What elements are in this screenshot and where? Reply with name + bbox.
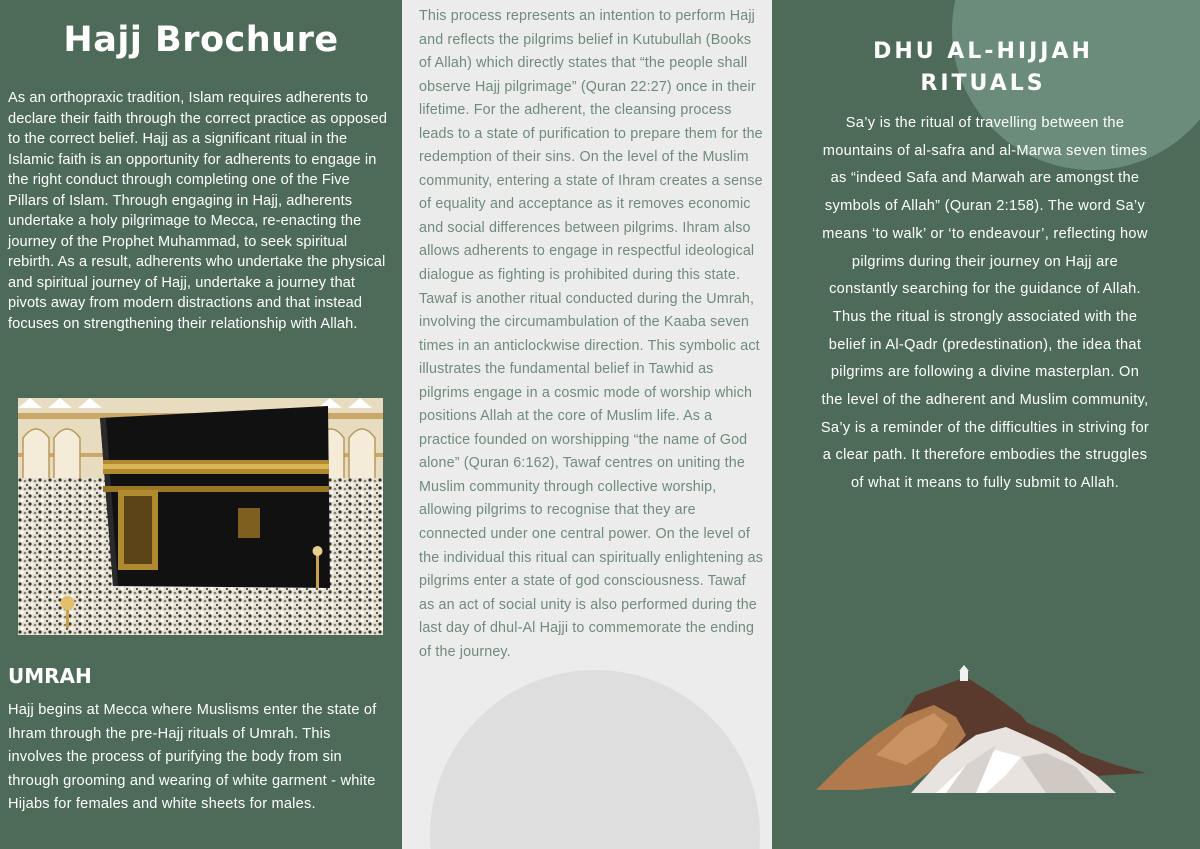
mountain-illustration	[816, 665, 1146, 795]
umrah-heading: UMRAH	[8, 664, 92, 688]
middle-panel	[402, 0, 772, 849]
decorative-circle	[430, 670, 760, 849]
rituals-heading: DHU AL-HIJJAH RITUALS	[873, 39, 1093, 96]
left-panel	[0, 0, 402, 849]
brochure-title: Hajj Brochure	[63, 20, 339, 60]
rituals-paragraph: Sa’y is the ritual of travelling between the mountains of al-safra and al-Marwa seven times as “indeed Safa and Marwah are amongst the symbols of Allah” (Quran 2:158). The word Sa’y means ‘to walk’ or ‘to endeavour’, reflecting how pilgrims during their journey on Hajj are constantly searching for the guidance of Allah. Thus the ritual is strongly associated with the belief in Al-Qadr (predestination), the idea that pilgrims are following a divine masterplan. On the level of the adherent and Muslim community, Sa’y is a reminder of the difficulties in striving for a clear path. It therefore embodies the struggles of what it means to fully submit to Allah.	[820, 115, 1150, 492]
mountain-icon	[816, 665, 1146, 795]
ritual-paragraph: This process represents an intention to perform Hajj and reflects the pilgrims belief in Kutubullah (Books of Allah) which directly states that “the people shall observe Hajj pilgrimage” (Quran 22:27) once in their lifetime. For the adherent, the cleansing process leads to a state of purification to prepare them for the redemption of their sins. On the level of the Muslim community, entering a state of Ihram creates a sense of equality and acceptance as it removes economic and social differences between pilgrims. Ihram also allows adherents to engage in respectful ideological dialogue as fighting is prohibited during this state. Tawaf is another ritual conducted during the Umrah, involving the circumambulation of the Kaaba seven times in an anticlockwise direction. This symbolic act illustrates the fundamental belief in Tawhid as pilgrims engage in a cosmic mode of worship which positions Allah at the core of Muslim life. As a practice founded on worshipping “the name of God alone” (Quran 6:162), Tawaf centres on uniting the Muslim community through collective worship, allowing pilgrims to recognise that they are connected under one central power. On the level of the individual this ritual can spiritually enlightening as pilgrims enter a state of god consciousness. Tawaf as an act of social unity is also performed during the last day of dhul-Al Hajji to commemorate the ending of the journey.	[419, 8, 764, 660]
intro-paragraph: As an orthopraxic tradition, Islam requires adherents to declare their faith through the correct practice as opposed to the correct belief. Hajj as a significant ritual in the Islamic faith is an opportunity for adherents to engage in the right conduct through completing one of the Five Pillars of Islam. Through engaging in Hajj, adherents undertake a holy pilgrimage to Mecca, re-enacting the journey of the Prophet Muhammad, to seek spiritual rebirth. As a result, adherents who undertake the physical and spiritual journey of Hajj, undertake a journey that pivots away from modern distractions and that instead focuses on strengthening their relationship with Allah.	[8, 90, 388, 332]
right-panel	[772, 0, 1200, 849]
kaaba-illustration	[18, 398, 383, 635]
kaaba-photo	[18, 398, 383, 635]
umrah-paragraph: Hajj begins at Mecca where Muslisms enter the state of Ihram through the pre-Hajj rituals of Umrah. This involves the process of purifying the body from sin through grooming and wearing of white garment - white Hijabs for females and white sheets for males.	[8, 702, 377, 813]
